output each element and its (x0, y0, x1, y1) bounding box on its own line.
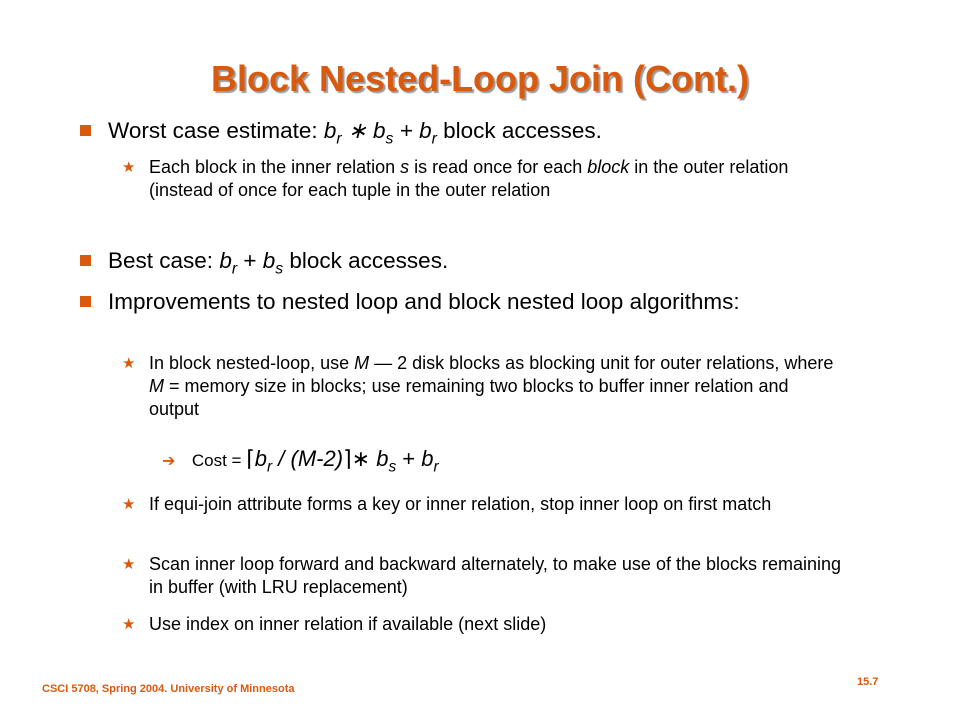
emph-block: block (587, 157, 630, 177)
sub-r: r (433, 458, 439, 476)
sub-r: r (336, 130, 342, 148)
slide-title: Block Nested-Loop Join (Cont.) (211, 58, 749, 99)
var-m: M (354, 353, 370, 373)
text-part: In block nested-loop, use (149, 353, 355, 373)
scan-text: Scan inner loop forward and backward alternately, to make use of the blocks remaining in buffer (with LRU replacement) (149, 554, 842, 597)
cost-formula (162, 446, 439, 476)
var-b: b (373, 118, 386, 143)
worst-case-label: Worst case estimate: (108, 118, 324, 143)
sub-r: r (267, 458, 273, 476)
text-part: Each block in the inner relation (149, 157, 401, 177)
op-plus: + (237, 248, 263, 273)
var-s: s (400, 157, 410, 177)
var-b: b (254, 446, 268, 471)
sub-bullet-inner-read (122, 156, 842, 202)
bullet-worst-case (80, 117, 602, 154)
sub-r: r (431, 130, 437, 148)
star-bullet-icon: ★ (122, 159, 136, 176)
sub-bullet-block-nested (122, 352, 842, 421)
best-case-suffix: block accesses. (283, 248, 449, 273)
square-bullet-icon (80, 255, 91, 266)
equi-join-text: If equi-join attribute forms a key or inner relation, stop inner loop on first match (149, 494, 772, 514)
ceil-right: ⌉ (343, 446, 352, 471)
var-b: b (376, 446, 389, 471)
cost-label: Cost = (191, 451, 247, 470)
square-bullet-icon (80, 296, 91, 307)
star-bullet-icon: ★ (122, 616, 136, 633)
var-b: b (421, 446, 434, 471)
bullet-improvements (80, 288, 820, 316)
sub-r: r (231, 260, 238, 278)
bullet-best-case (80, 247, 448, 284)
worst-case-suffix: block accesses. (436, 118, 602, 143)
op-times: ∗ (351, 446, 377, 471)
slide-number: 15.7 (857, 676, 879, 688)
text-part: = memory size in blocks; use remaining two blocks to buffer inner relation and output (149, 376, 789, 419)
ceil-left: ⌈ (246, 446, 255, 471)
sub-bullet-equi-join (122, 493, 842, 516)
best-case-label: Best case: (108, 248, 220, 273)
sub-s: s (388, 458, 397, 476)
sub-s: s (385, 130, 394, 148)
var-b: b (323, 118, 337, 143)
var-b: b (219, 248, 232, 273)
footer-course: CSCI 5708, Spring 2004. University of Minnesota (42, 683, 295, 695)
square-bullet-icon (80, 125, 91, 136)
sub-bullet-scan (122, 553, 842, 599)
star-bullet-icon: ★ (122, 355, 136, 372)
text-part: — 2 disk blocks as blocking unit for outer relations, where (369, 353, 834, 373)
text-part: in the outer relation (instead of once for each tuple in the outer relation (149, 157, 789, 200)
divisor: / (M-2) (272, 446, 344, 471)
op-plus: + (393, 118, 420, 143)
sub-bullet-index (122, 613, 842, 636)
text-part: is read once for each (409, 157, 588, 177)
op-plus: + (396, 446, 422, 471)
sub-s: s (275, 260, 284, 278)
var-b: b (262, 248, 276, 273)
var-b: b (419, 118, 432, 143)
arrow-right-icon: ➔ (162, 453, 176, 470)
index-text: Use index on inner relation if available (next slide) (149, 614, 547, 634)
improvements-text: Improvements to nested loop and block nested loop algorithms: (108, 289, 740, 314)
var-m: M (149, 376, 164, 396)
star-bullet-icon: ★ (122, 496, 136, 513)
op-times: ∗ (341, 118, 374, 143)
star-bullet-icon: ★ (122, 556, 136, 573)
